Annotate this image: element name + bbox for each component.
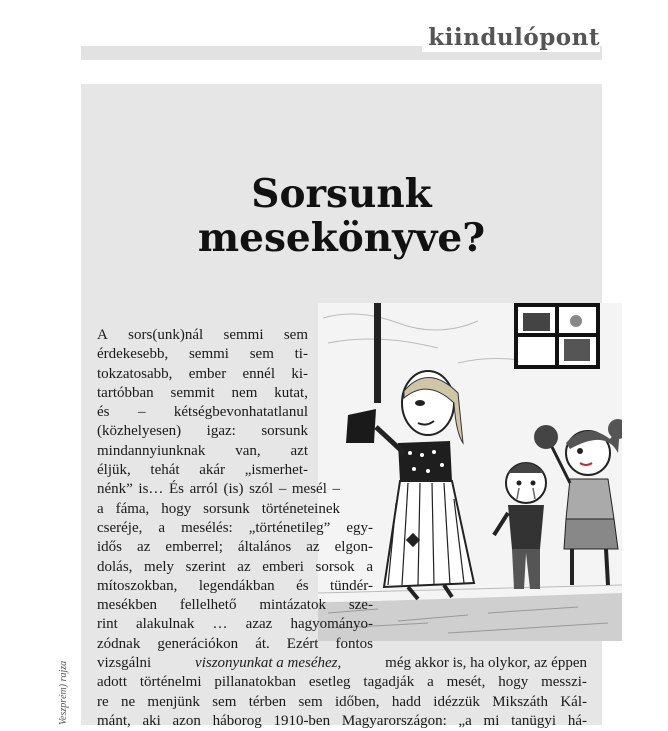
- word: hadd: [391, 693, 421, 710]
- word: alakulnak: [136, 616, 195, 633]
- word: dolás,: [97, 558, 133, 575]
- illustration-credit: Veszprém) rajza: [58, 660, 69, 725]
- word: re: [97, 693, 109, 710]
- word: fellelhető: [179, 597, 237, 614]
- body-line: [97, 403, 308, 422]
- word: történelmi: [139, 674, 202, 691]
- word: a: [97, 500, 104, 517]
- word: van,: [235, 442, 261, 459]
- word: szól: [249, 481, 274, 498]
- word: Mikszáth: [492, 693, 549, 710]
- word: általános: [237, 539, 292, 556]
- word: ki-: [291, 365, 308, 382]
- body-text-segment: vizsgálni: [97, 655, 155, 672]
- body-text-segment: még akkor is, ha olykor, az éppen: [381, 655, 587, 672]
- word: semmit: [170, 384, 215, 401]
- word: Magyarországon:: [341, 712, 447, 729]
- word: a: [366, 558, 373, 575]
- word: ember: [188, 365, 227, 382]
- word: (közhelyesen): [97, 423, 182, 440]
- word: aki: [142, 712, 161, 729]
- body-line: [97, 577, 373, 596]
- word: térben: [248, 693, 287, 710]
- word: a: [427, 674, 434, 691]
- word: akár: [199, 462, 226, 479]
- word: Kál-: [560, 693, 587, 710]
- body-line-full: [97, 673, 587, 692]
- word: rint: [97, 616, 118, 633]
- word: adott: [97, 674, 127, 691]
- body-line: [97, 635, 373, 654]
- word: és: [296, 577, 309, 594]
- body-line: [97, 615, 373, 634]
- word: azaz: [245, 616, 273, 633]
- word: –: [278, 481, 287, 498]
- body-line: [97, 461, 308, 480]
- body-line: [97, 558, 373, 577]
- word: nem: [231, 384, 258, 401]
- word: idős: [97, 539, 123, 556]
- article-title: [81, 172, 602, 260]
- word: sorsunk: [261, 423, 308, 440]
- word: fontos: [335, 635, 373, 652]
- body-line: [97, 519, 373, 538]
- body-line: [97, 326, 308, 345]
- word: éljük,: [97, 462, 131, 479]
- word: tanügyi: [511, 712, 557, 729]
- word: zódnak: [97, 635, 141, 652]
- word: „a: [458, 712, 472, 729]
- word: szerint: [185, 558, 226, 575]
- word: há-: [567, 712, 587, 729]
- word: ennél: [242, 365, 275, 382]
- word: idézzük: [433, 693, 480, 710]
- word: elgon-: [334, 539, 373, 556]
- word: tehát: [150, 462, 180, 479]
- article-body: [97, 326, 587, 731]
- body-line-full: [97, 654, 587, 673]
- word: kutat,: [274, 384, 308, 401]
- word: sorsunk: [203, 500, 250, 517]
- word: történeteinek: [261, 500, 340, 517]
- word: tündér-: [329, 577, 373, 594]
- body-line: [97, 596, 373, 615]
- word: és: [97, 404, 110, 421]
- word: háborog: [212, 712, 262, 729]
- word: És: [169, 481, 184, 498]
- word: sorsok: [315, 558, 355, 575]
- word: kétségbevonhatatlanul: [173, 404, 308, 421]
- word: tokzatosabb,: [97, 365, 173, 382]
- word: 1910-ben: [273, 712, 331, 729]
- word: mesélés:: [181, 519, 233, 536]
- word: tartóbban: [97, 384, 154, 401]
- word: igaz:: [206, 423, 236, 440]
- section-label: kiindulópont: [422, 24, 600, 52]
- title-line-1: Sorsunk: [251, 171, 432, 217]
- word: mindannyiunknak: [97, 442, 206, 459]
- word: arról: [189, 481, 218, 498]
- word: –: [137, 404, 146, 421]
- body-line: [97, 384, 308, 403]
- word: az: [237, 558, 251, 575]
- body-line: [97, 500, 340, 519]
- word: cseréje,: [97, 519, 143, 536]
- word: sem: [298, 693, 323, 710]
- word: sors(unk)nál: [128, 327, 204, 343]
- title-line-2: mesekönyve?: [197, 215, 486, 261]
- word: mely: [144, 558, 175, 575]
- word: az: [137, 539, 151, 556]
- word: mítoszokban,: [97, 577, 178, 594]
- word: a: [158, 519, 166, 536]
- body-line-full: [97, 712, 587, 731]
- body-text-italic: viszonyunkat a meséhez,: [195, 655, 342, 672]
- word: sem: [283, 327, 308, 343]
- word: mesét,: [446, 674, 486, 691]
- word: –: [332, 481, 340, 498]
- word: ti-: [294, 346, 308, 363]
- word: érdekesebb,: [97, 346, 169, 363]
- word: sem: [212, 693, 237, 710]
- word: hagyományo-: [290, 616, 373, 633]
- body-line-full: [97, 693, 587, 712]
- body-line: [97, 538, 373, 557]
- word: menjünk: [147, 693, 200, 710]
- body-line: [97, 345, 308, 364]
- body-line: [97, 365, 308, 384]
- word: mesékben: [97, 597, 157, 614]
- word: semmi: [223, 327, 264, 343]
- word: egy-: [346, 519, 373, 536]
- word: hogy: [498, 674, 529, 691]
- word: emberrel;: [165, 539, 223, 556]
- word: az: [306, 539, 320, 556]
- word: fáma,: [115, 500, 150, 517]
- word: sem: [249, 346, 274, 363]
- body-line: [97, 442, 308, 461]
- word: esetleg: [308, 674, 351, 691]
- word: semmi: [188, 346, 229, 363]
- word: időben,: [334, 693, 380, 710]
- word: mi: [483, 712, 500, 729]
- word: „történetileg”: [248, 519, 331, 536]
- word: ne: [120, 693, 136, 710]
- word: is…: [138, 481, 164, 498]
- word: mánt,: [97, 712, 131, 729]
- word: nénk”: [97, 481, 133, 498]
- word: tagadják: [363, 674, 415, 691]
- word: messzi-: [541, 674, 587, 691]
- word: azon: [172, 712, 201, 729]
- word: sze-: [348, 597, 373, 614]
- word: mesél: [291, 481, 327, 498]
- word: azt: [290, 442, 308, 459]
- word: (is): [223, 481, 244, 498]
- word: „ismerhet-: [244, 462, 308, 479]
- word: mintázatok: [259, 597, 326, 614]
- body-line: [97, 422, 308, 441]
- word: legendákban: [198, 577, 275, 594]
- word: generációkon: [157, 635, 239, 652]
- word: A: [97, 327, 108, 343]
- body-line: [97, 480, 340, 499]
- word: emberi: [262, 558, 304, 575]
- word: Ezért: [286, 635, 319, 652]
- word: pillanatokban: [214, 674, 297, 691]
- word: …: [212, 616, 228, 633]
- word: át.: [255, 635, 270, 652]
- word: hogy: [161, 500, 192, 517]
